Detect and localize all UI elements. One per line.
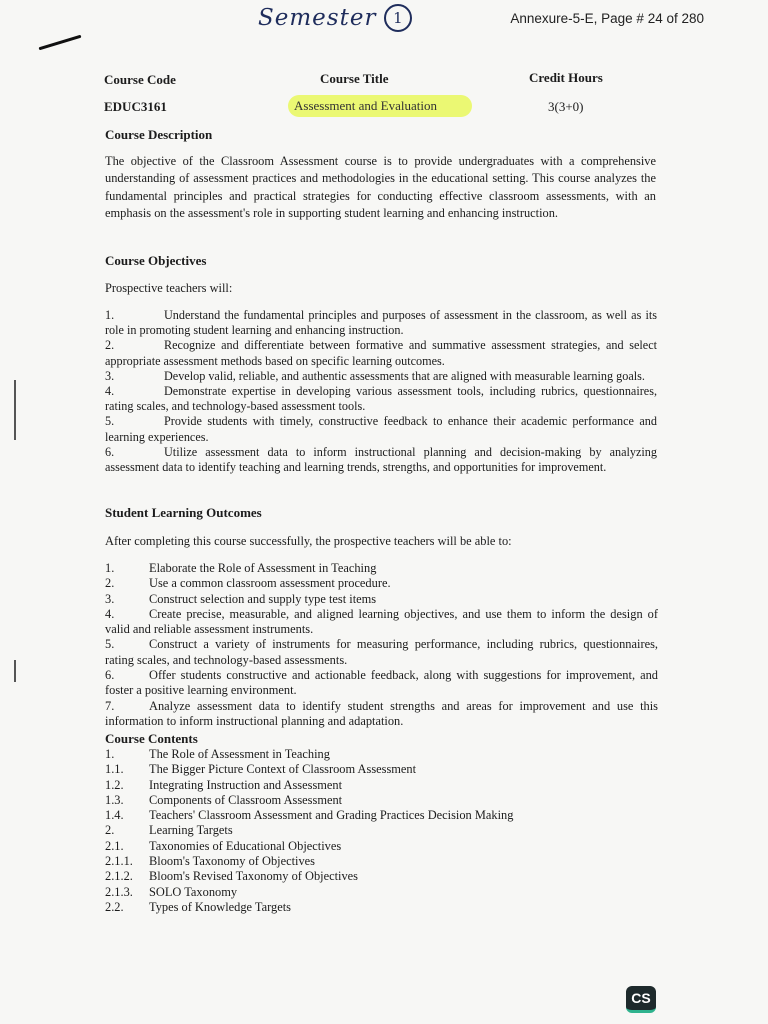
objective-item: 4. Demonstrate expertise in developing various assessment tools, including rubrics, questionnaires, rating scales, and technology-based assessment tools.	[105, 384, 657, 414]
content-item: 2.2. Types of Knowledge Targets	[105, 899, 291, 914]
course-objectives-heading: Course Objectives	[105, 253, 207, 268]
content-item: 1.1. The Bigger Picture Context of Classroom Assessment	[105, 762, 417, 777]
outcome-item: 3. Construct selection and supply type test items	[105, 591, 377, 606]
credit-hours-label: Credit Hours	[529, 70, 603, 85]
outcome-item: 2. Use a common classroom assessment procedure.	[105, 576, 391, 591]
content-item: 2.1.1. Bloom's Taxonomy of Objectives	[105, 854, 315, 869]
learning-outcomes-heading: Student Learning Outcomes	[105, 505, 262, 520]
course-title-label: Course Title	[320, 71, 389, 86]
scan-edge-mark	[14, 660, 16, 682]
pen-stroke-mark	[39, 35, 82, 51]
course-description-text: The objective of the Classroom Assessment course is to provide undergraduates with a comprehensive understanding of assessment practices and methodologies in the educational setting. This course analyzes the fundamental principles and practical strategies for conducting effective classroom assessments, with an emphasis on the assessment's role in supporting student learning and enhancing instruction.	[105, 154, 656, 220]
annexure-page-label: Annexure-5-E, Page # 24 of 280	[510, 11, 704, 26]
contents-list	[105, 747, 658, 915]
outcome-item: 6. Offer students constructive and actionable feedback, along with suggestions for improvement, and foster a positive learning environment.	[105, 668, 658, 698]
course-contents-heading: Course Contents	[105, 731, 198, 746]
credit-hours-value: 3(3+0)	[548, 99, 584, 114]
semester-label: Semester	[258, 5, 377, 31]
course-code-value: EDUC3161	[104, 99, 167, 114]
semester-number-circled: 1	[384, 4, 412, 32]
camscanner-logo: CS	[626, 986, 656, 1013]
outcome-item: 4. Create precise, measurable, and aligned learning objectives, and use them to inform the design of valid and reliable assessment instruments.	[105, 606, 658, 637]
course-title-value: Assessment and Evaluation	[294, 98, 437, 113]
objectives-intro: Prospective teachers will:	[105, 281, 233, 295]
content-item: 1.2. Integrating Instruction and Assessment	[105, 777, 343, 792]
outcome-item: 1. Elaborate the Role of Assessment in Teaching	[105, 561, 377, 575]
outcomes-list	[105, 561, 658, 729]
content-item: 2.1.2. Bloom's Revised Taxonomy of Objectives	[105, 869, 359, 884]
content-item: 2.1.3. SOLO Taxonomy	[105, 884, 238, 899]
content-item: 1.3. Components of Classroom Assessment	[105, 792, 343, 807]
outcome-item: 5. Construct a variety of instruments for measuring performance, including rubrics, questionnaires, rating scales, and technology-based assessments.	[105, 637, 658, 667]
outcomes-intro: After completing this course successfully, the prospective teachers will be able to:	[105, 534, 512, 548]
outcome-item: 7. Analyze assessment data to identify student strengths and areas for improvement and use this information to inform instructional planning and adaptation.	[105, 698, 658, 728]
objectives-list	[105, 308, 657, 475]
content-item: 1. The Role of Assessment in Teaching	[105, 747, 330, 761]
objective-item: 3. Develop valid, reliable, and authentic assessments that are aligned with measurable learning goals.	[105, 368, 645, 383]
objective-item: 1. Understand the fundamental principles and purposes of assessment in the classroom, as well as its role in promoting student learning and enhancing instruction.	[105, 308, 657, 338]
scan-edge-mark	[14, 380, 16, 440]
content-item: 2.1. Taxonomies of Educational Objectives	[105, 838, 342, 853]
content-item: 1.4. Teachers' Classroom Assessment and Grading Practices Decision Making	[105, 808, 514, 823]
content-item: 2. Learning Targets	[105, 823, 233, 838]
handwritten-semester-note	[258, 4, 412, 32]
objective-item: 6. Utilize assessment data to inform instructional planning and decision-making by analyzing assessment data to identify teaching and learning trends, strengths, and opportunities for improvement.	[105, 444, 657, 475]
objective-item: 2. Recognize and differentiate between formative and summative assessment strategies, and select appropriate assessment methods based on specific learning outcomes.	[105, 338, 657, 368]
course-description-heading: Course Description	[105, 127, 213, 142]
objective-item: 5. Provide students with timely, constructive feedback to enhance their academic performance and learning experiences.	[105, 414, 657, 444]
course-code-label: Course Code	[104, 72, 176, 87]
